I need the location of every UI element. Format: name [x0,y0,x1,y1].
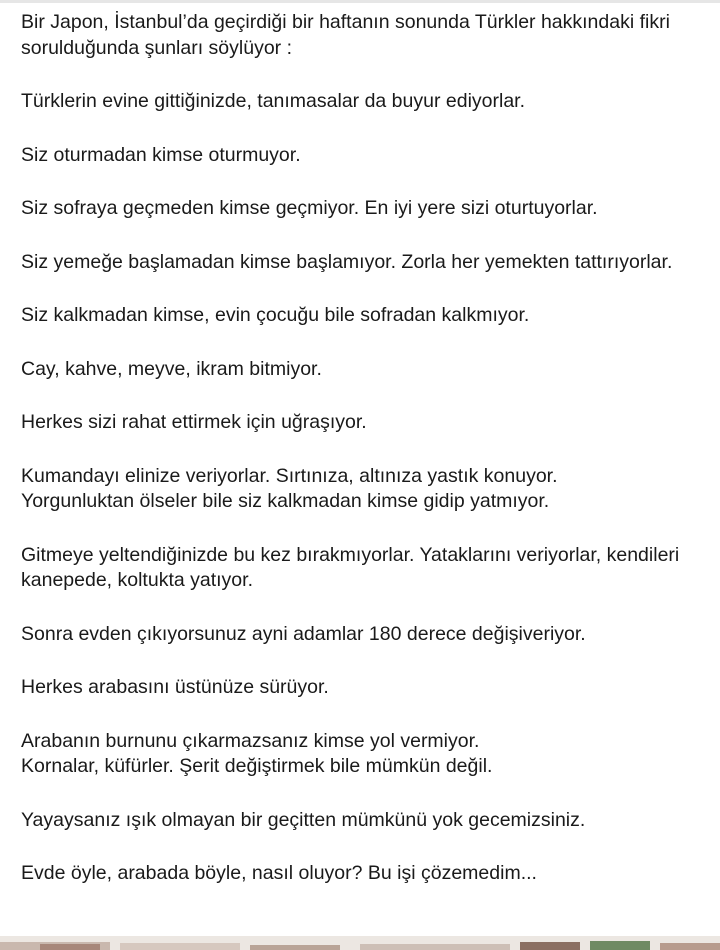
paragraph: Yayaysanız ışık olmayan bir geçitten mümkünü yok gecemizsiniz. [21,808,586,831]
paragraph: Arabanın burnunu çıkarmazsanız kimse yol vermiyor. Kornalar, küfürler. Şerit değiştirmek bile mümkün değil. [21,729,493,777]
paragraph: Herkes arabasını üstünüze sürüyor. [21,676,329,698]
paragraph: Cay, kahve, meyve, ikram bitmiyor. [21,357,322,380]
paragraph: Siz kalkmadan kimse, evin çocuğu bile sofradan kalkmıyor. [21,304,530,326]
paragraph: Siz sofraya geçmeden kimse geçmiyor. En iyi yere sizi oturtuyorlar. [21,197,598,219]
image-preview-graphic [0,936,720,950]
paragraph: Siz yemeğe başlamadan kimse başlamıyor. Zorla her yemekten tattırıyorlar. [21,250,673,273]
paragraph-closing: Evde öyle, arabada böyle, nasıl oluyor? Bu işi çözemedim... [21,862,537,884]
image-preview-strip [0,936,720,950]
post-text [21,10,711,887]
paragraph: Siz oturmadan kimse oturmuyor. [21,143,301,166]
top-divider [0,0,720,3]
paragraph: Türklerin evine gittiğinizde, tanımasalar da buyur ediyorlar. [21,90,526,112]
paragraph: Herkes sizi rahat ettirmek için uğraşıyor. [21,411,367,433]
paragraph-intro: Bir Japon, İstanbul’da geçirdiği bir haftanın sonunda Türkler hakkındaki fikri sorulduğunda şunları söylüyor : [21,11,670,59]
paragraph: Gitmeye yeltendiğinizde bu kez bırakmıyorlar. Yataklarını veriyorlar, kendileri kanepede, koltukta yatıyor. [21,543,680,591]
paragraph: Sonra evden çıkıyorsunuz ayni adamlar 180 derece değişiveriyor. [21,622,586,645]
paragraph: Kumandayı elinize veriyorlar. Sırtınıza, altınıza yastık konuyor. Yorgunluktan ölseler bile siz kalkmadan kimse gidip yatmıyor. [21,464,558,512]
